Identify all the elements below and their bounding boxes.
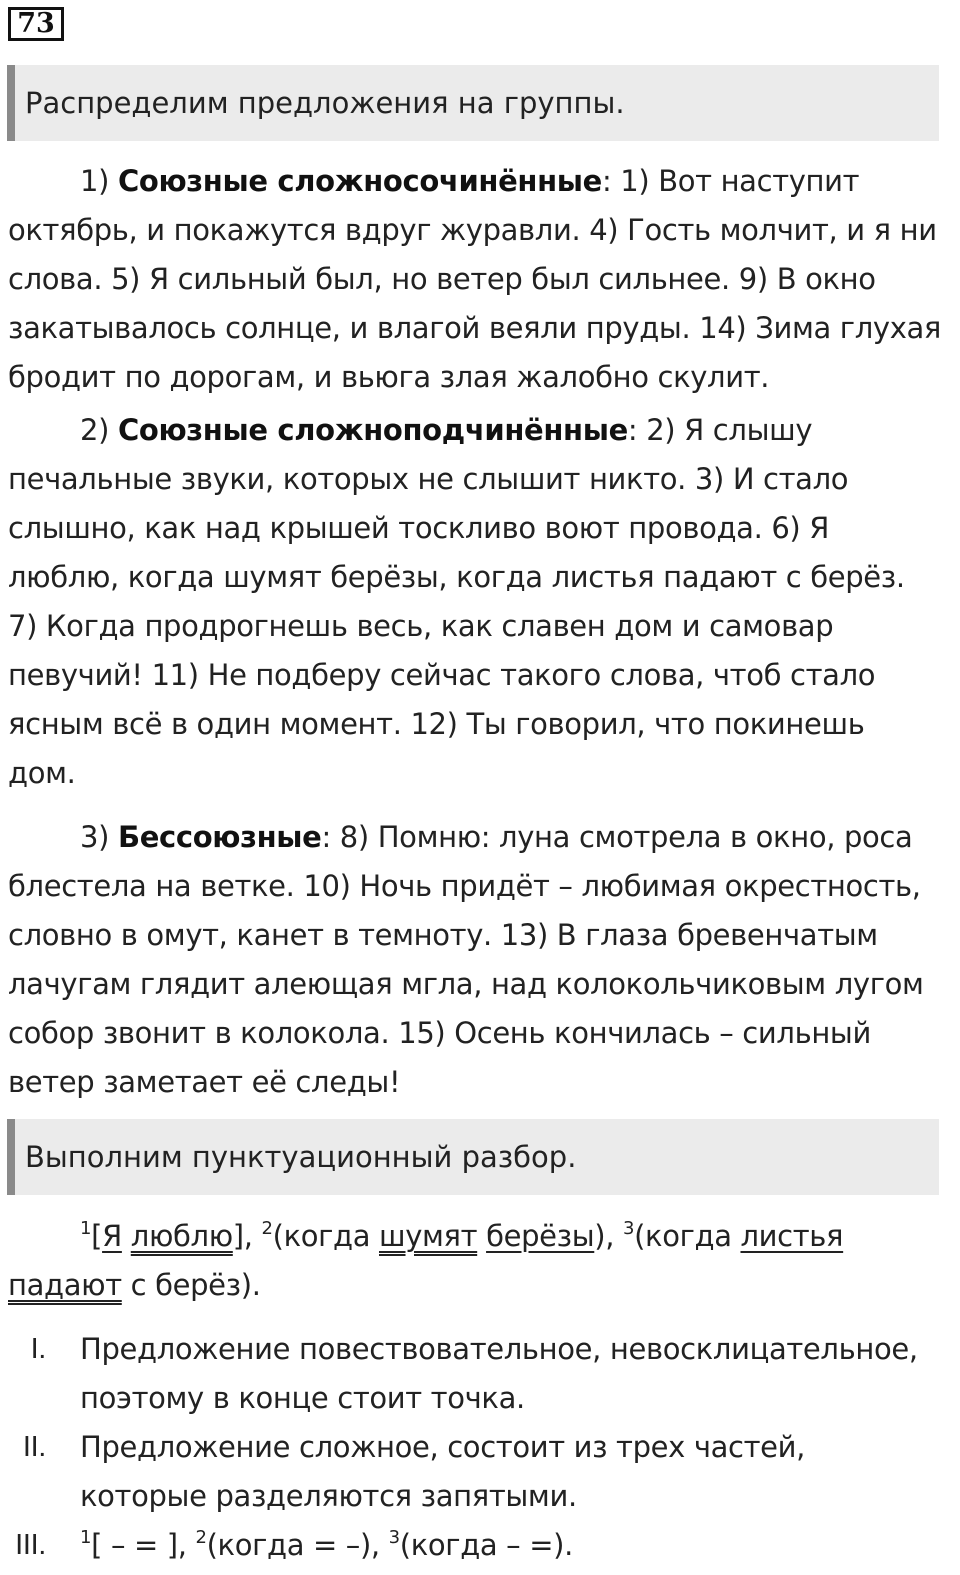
sentence-scheme: $^1$[ – = ], $^2$(когда = –), $^3$(когда – =). (80, 1527, 573, 1562)
list-marker: III. (15, 1529, 46, 1561)
group-line: слышно, как над крышей тоскливо воют провода. 6) Я (8, 511, 830, 545)
task-number: 73 (8, 7, 64, 41)
analysed-sentence-line-1: $^1$[Я люблю], $^2$(когда шумят берёзы), $^3$(когда листья (80, 1218, 844, 1253)
group-asyndetic (8, 813, 954, 1107)
analysed-sentence-line-2: падают с берёз). (8, 1268, 261, 1302)
list-marker: I. (30, 1333, 46, 1365)
group-line: бродит по дорогам, и вьюга злая жалобно скулит. (8, 360, 770, 394)
section-header-analysis (7, 1119, 939, 1195)
list-marker: II. (22, 1431, 46, 1463)
predicate: люблю (130, 1219, 233, 1253)
group-title: Бессоюзные (117, 820, 322, 854)
subject: Я (102, 1219, 122, 1253)
group-first-line: 1) Союзные сложносочинённые: 1) Вот наступит (80, 164, 860, 198)
group-line: собор звонит в колокола. 15) Осень кончилась – сильный (8, 1016, 871, 1050)
group-line: ясным всё в один момент. 12) Ты говорил, что покинешь (8, 707, 865, 741)
predicate: падают (8, 1268, 122, 1302)
group-title: Союзные сложноподчинённые (117, 413, 628, 447)
section-header-groups (7, 65, 939, 141)
group-line: закатывалось солнце, и влагой веяли пруды. 14) Зима глухая (8, 311, 942, 345)
group-line: ветер заметает её следы! (8, 1065, 401, 1099)
group-line: блестела на ветке. 10) Ночь придёт – любимая окрестность, (8, 869, 921, 903)
group-line: дом. (8, 756, 76, 790)
list-item: II. Предложение сложное, состоит из трех частей, которые разделяются запятыми. (0, 1423, 960, 1521)
group-line: люблю, когда шумят берёзы, когда листья падают с берёз. (8, 560, 905, 594)
group-first-line: 2) Союзные сложноподчинённые: 2) Я слышу (80, 413, 813, 447)
group-line: печальные звуки, которых не слышит никто. 3) И стало (8, 462, 849, 496)
group-line: певучий! 11) Не подберу сейчас такого слова, чтоб стало (8, 658, 876, 692)
list-item: I. Предложение повествовательное, невосклицательное, поэтому в конце стоит точка. (0, 1325, 960, 1423)
group-line: слова. 5) Я сильный был, но ветер был сильнее. 9) В окно (8, 262, 876, 296)
section-header-text: Распределим предложения на группы. (25, 86, 625, 120)
list-item (0, 1521, 960, 1570)
group-line: 7) Когда продрогнешь весь, как славен дом и самовар (8, 609, 834, 643)
group-compound-coordinate (8, 157, 954, 402)
predicate: шумят (379, 1219, 478, 1253)
group-line: лачугам глядит алеющая мгла, над колокольчиковым лугом (8, 967, 924, 1001)
analysed-sentence (8, 1212, 954, 1310)
group-line: словно в омут, канет в темноту. 13) В глаза бревенчатым (8, 918, 878, 952)
subject: листья (740, 1219, 844, 1253)
group-title: Союзные сложносочинённые (117, 164, 602, 198)
analysis-list (0, 1325, 960, 1570)
group-line: октябрь, и покажутся вдруг журавли. 4) Гость молчит, и я ни (8, 213, 937, 247)
group-first-line: 3) Бессоюзные: 8) Помню: луна смотрела в окно, роса (80, 820, 913, 854)
subject: берёзы (486, 1219, 595, 1253)
section-header-text: Выполним пунктуационный разбор. (25, 1140, 577, 1174)
group-compound-subordinate (8, 406, 954, 798)
